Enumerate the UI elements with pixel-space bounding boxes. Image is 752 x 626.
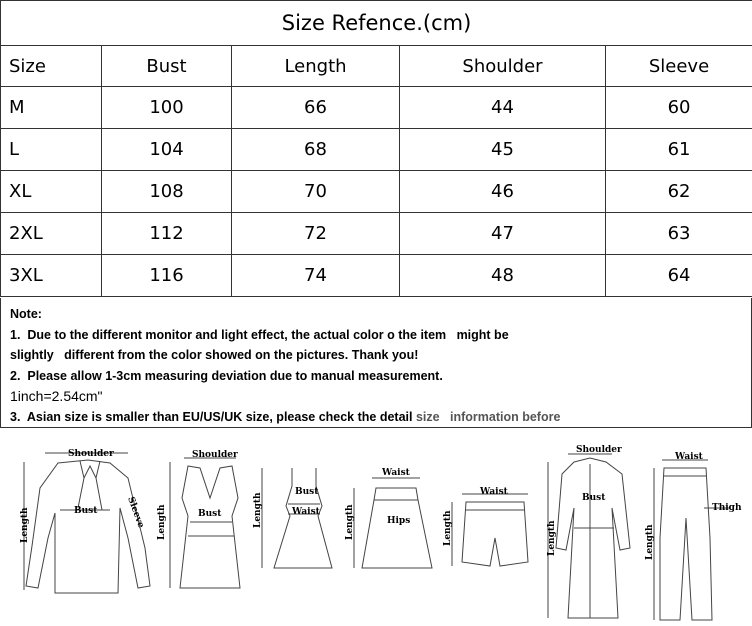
cell-length: 66 <box>232 87 400 129</box>
skirt-illustration <box>345 468 432 568</box>
label-length: Length <box>645 524 655 560</box>
cell-shoulder: 47 <box>400 213 606 255</box>
label-waist: Waist <box>675 452 703 462</box>
label-thigh: Thigh <box>712 503 742 513</box>
shorts-illustration <box>443 487 528 566</box>
table-row <box>1 255 752 297</box>
label-waist: Waist <box>382 468 410 478</box>
cell-shoulder: 46 <box>400 171 606 213</box>
tank-top-illustration <box>157 450 240 588</box>
cell-size: XL <box>1 171 102 213</box>
cell-length: 72 <box>232 213 400 255</box>
label-bust: Bust <box>582 493 606 503</box>
notes-heading: Note: <box>10 307 42 321</box>
trousers-illustration <box>645 452 742 620</box>
cell-shoulder: 44 <box>400 87 606 129</box>
notes-panel <box>0 298 752 428</box>
cell-shoulder: 45 <box>400 129 606 171</box>
header-size: Size <box>1 46 102 87</box>
header-bust: Bust <box>102 46 232 87</box>
label-length: Length <box>345 504 355 540</box>
header-shoulder: Shoulder <box>400 46 606 87</box>
header-length: Length <box>232 46 400 87</box>
header-sleeve: Sleeve <box>606 46 752 87</box>
label-sleeve: Sleeve <box>125 495 146 530</box>
note-line-5 <box>10 407 742 428</box>
cell-size: 3XL <box>1 255 102 297</box>
label-length: Length <box>157 504 167 540</box>
cell-sleeve: 60 <box>606 87 752 129</box>
note-line-3: 2. Please allow 1-3cm measuring deviation due to manual measurement. <box>10 368 443 383</box>
size-table <box>0 0 752 297</box>
note-line-4: 1inch=2.54cm" <box>10 388 103 404</box>
label-shoulder: Shoulder <box>576 445 622 455</box>
note-line-2: slightly different from the color showed on the pictures. Thank you! <box>10 348 419 362</box>
cell-size: 2XL <box>1 213 102 255</box>
cell-bust: 112 <box>102 213 232 255</box>
cell-sleeve: 62 <box>606 171 752 213</box>
cell-sleeve: 63 <box>606 213 752 255</box>
label-bust: Bust <box>295 487 319 497</box>
cell-bust: 116 <box>102 255 232 297</box>
label-length: Length <box>547 520 557 556</box>
label-length: Length <box>253 492 263 528</box>
cell-bust: 108 <box>102 171 232 213</box>
label-shoulder: Shoulder <box>192 450 238 460</box>
label-bust: Bust <box>198 509 222 519</box>
note-line-5-text: 3. Asian size is smaller than EU/US/UK size, please check the detail <box>10 409 416 424</box>
table-row <box>1 129 752 171</box>
label-length: Length <box>443 510 453 546</box>
cell-bust: 100 <box>102 87 232 129</box>
blouse-illustration <box>20 449 150 593</box>
label-shoulder: Shoulder <box>68 449 114 459</box>
table-title: Size Refence.(cm) <box>1 1 752 46</box>
label-waist: Waist <box>292 507 320 517</box>
garment-illustrations <box>0 428 752 626</box>
cell-size: L <box>1 129 102 171</box>
cell-shoulder: 48 <box>400 255 606 297</box>
cell-length: 70 <box>232 171 400 213</box>
label-bust: Bust <box>74 506 98 516</box>
note-line-1: 1. Due to the different monitor and light effect, the actual color o the item might be <box>10 327 509 342</box>
cell-length: 74 <box>232 255 400 297</box>
header-row <box>1 46 752 87</box>
table-row <box>1 213 752 255</box>
cell-size: M <box>1 87 102 129</box>
label-length: Length <box>20 507 30 543</box>
coat-illustration <box>547 445 630 618</box>
cell-sleeve: 61 <box>606 129 752 171</box>
cell-sleeve: 64 <box>606 255 752 297</box>
cell-bust: 104 <box>102 129 232 171</box>
note-line-5-gray: size information before <box>415 409 561 424</box>
label-waist: Waist <box>480 487 508 497</box>
label-hips: Hips <box>387 516 411 526</box>
slip-dress-illustration <box>253 468 332 568</box>
table-row <box>1 171 752 213</box>
cell-length: 68 <box>232 129 400 171</box>
table-row <box>1 87 752 129</box>
